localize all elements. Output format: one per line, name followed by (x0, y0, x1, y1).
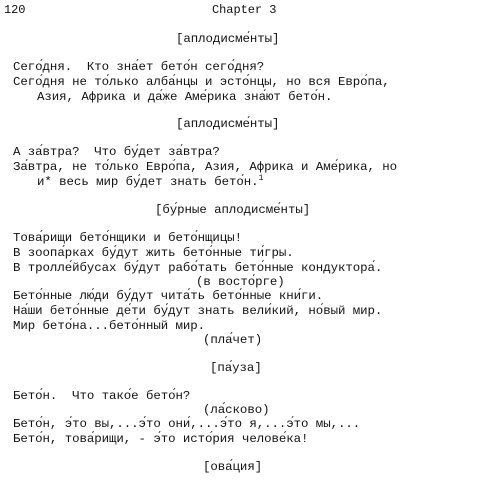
text-line-9: В тролле́йбусах бу́дут рабо́тать бето́нные кондуктора́. (13, 261, 383, 275)
text-line-6-text: и* весь мир бу́дет знать бето́н. (37, 175, 259, 189)
stage-direction-ovation: [ова́ция] (203, 460, 263, 474)
text-line-10: Бето́нные лю́ди бу́дут чита́ть бето́нные кни́ги. (13, 289, 324, 303)
stage-direction-applause-2: [аплодисме́нты] (176, 117, 280, 131)
stage-direction-applause-1: [аплодисме́нты] (176, 32, 280, 46)
text-line-15: Бето́н, това́рищи, - э́то исто́рия челове́ка! (13, 432, 309, 446)
text-line-3: Азия, Африка и да́же Аме́рика зна́ют бето́н. (37, 90, 333, 104)
text-line-5: За́втра, не то́лько Евро́па, Азия, Африка и Аме́рика, но (13, 160, 398, 174)
text-line-8: В зоопа́рках бу́дут жить бето́нные ти́гры. (13, 246, 294, 260)
text-line-14: Бето́н, э́то вы,...э́то они́,...э́то я,...э́то мы,... (13, 417, 361, 431)
text-line-12: Мир бето́на...бето́нный мир. (13, 319, 206, 333)
page-number: 120 (4, 3, 26, 17)
text-line-4: А за́втра? Что бу́дет за́втра? (13, 145, 220, 159)
stage-direction-stormy-applause: [бу́рные аплодисме́нты] (155, 203, 311, 217)
chapter-heading: Chapter 3 (212, 3, 277, 17)
stage-direction-pause: [па́уза] (210, 361, 262, 375)
text-line-11: На́ши бето́нные де́ти бу́дут знать вели́кий, но́вый мир. (13, 304, 383, 318)
text-line-7: Това́рищи бето́нщики и бето́нщицы! (13, 231, 242, 245)
stage-direction-rapture: (в восто́рге) (196, 275, 285, 289)
text-line-13: Бето́н. Что тако́е бето́н? (13, 389, 191, 403)
stage-direction-tenderly: (ла́сково) (203, 403, 270, 417)
text-line-2: Сего́дня не то́лько алба́нцы и эсто́нцы, но вся Евро́па, (13, 75, 390, 89)
stage-direction-cries: (пла́чет) (203, 333, 263, 347)
footnote-marker: 1 (258, 174, 264, 183)
text-line-1: Сего́дня. Кто зна́ет бето́н сего́дня? (13, 60, 265, 74)
text-line-6 (37, 175, 263, 190)
